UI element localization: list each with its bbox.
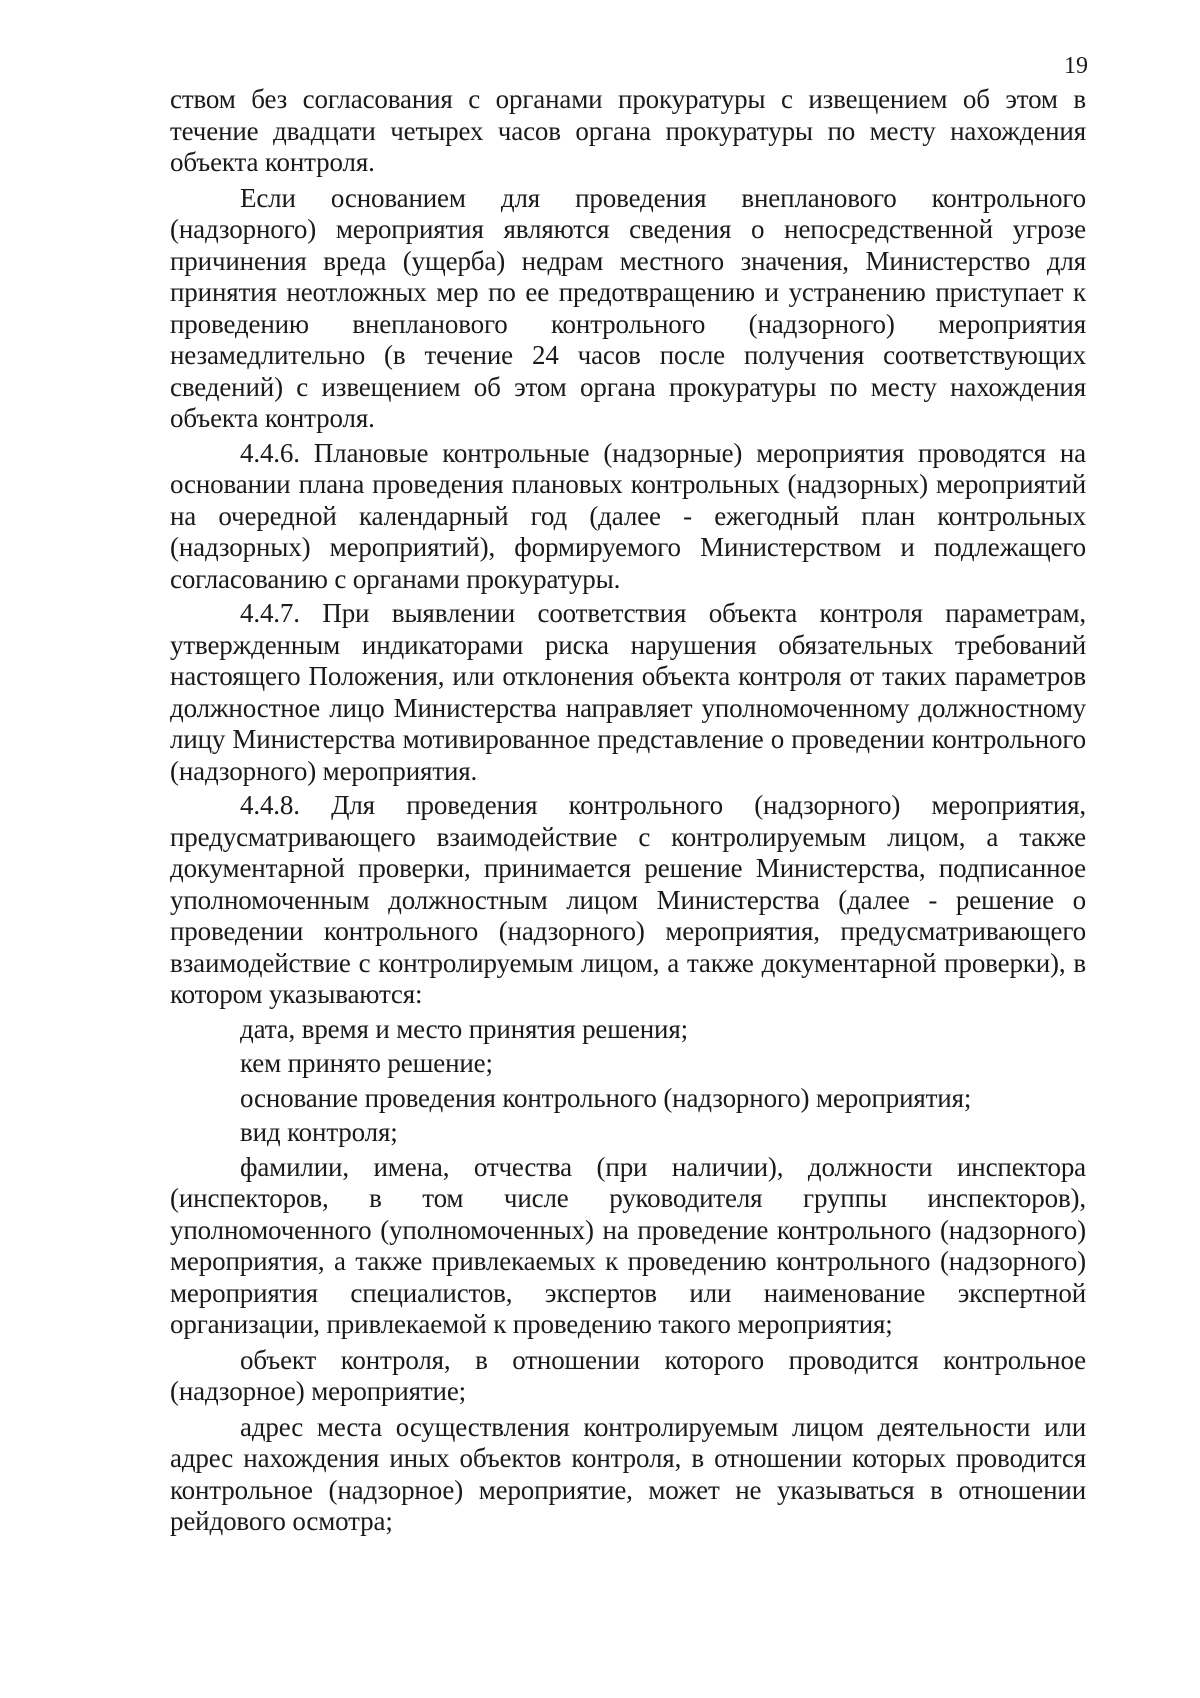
paragraph-4-4-7: 4.4.7. При выявлении соответствия объекта контроля параметрам, утвержденным индикаторами риска нарушения обязательных требований настоящего Положения, или отклонения объекта контроля от таких параметров должностное лицо Министерства направляет уполномоченному должностному лицу Министерства мотивированное представление о проведении контрольного (надзорного) мероприятия. bbox=[170, 598, 1086, 786]
paragraph-4-4-8: 4.4.8. Для проведения контрольного (надзорного) мероприятия, предусматривающего взаимодействие с контролируемым лицом, а также документарной проверки, принимается решение Министерства, подписанное уполномоченным должностным лицом Министерства (далее - решение о проведении контрольного (надзорного) мероприятия, предусматривающего взаимодействие с контролируемым лицом, а также документарной проверки), в котором указываются: bbox=[170, 790, 1086, 1009]
paragraph-4-4-6: 4.4.6. Плановые контрольные (надзорные) мероприятия проводятся на основании плана проведения плановых контрольных (надзорных) мероприятий на очередной календарный год (далее - ежегодный план контрольных (надзорных) мероприятий), формируемого Министерством и подлежащего согласованию с органами прокуратуры. bbox=[170, 437, 1086, 594]
list-item-control-type: вид контроля; bbox=[240, 1117, 398, 1147]
paragraph-continuation: ством без согласования с органами прокуратуры с извещением об этом в течение двадцати четырех часов органа прокуратуры по месту нахождения объекта контроля. bbox=[170, 84, 1086, 177]
list-item-address: адрес места осуществления контролируемым лицом деятельности или адрес нахождения иных объектов контроля, в отношении которых проводится контрольное (надзорное) мероприятие, может не указываться в отношении рейдового осмотра; bbox=[170, 1411, 1086, 1536]
list-item-inspectors: фамилии, имена, отчества (при наличии), должности инспектора (инспекторов, в том числе руководителя группы инспекторов), уполномоченного (уполномоченных) на проведение контрольного (надзорного) мероприятия, а также привлекаемых к проведению контрольного (надзорного) мероприятия специалистов, экспертов или наименование экспертной организации, привлекаемой к проведению такого мероприятия; bbox=[170, 1151, 1086, 1339]
list-item-basis: основание проведения контрольного (надзорного) мероприятия; bbox=[240, 1082, 972, 1113]
list-item-control-object: объект контроля, в отношении которого проводится контрольное (надзорное) мероприятие; bbox=[170, 1344, 1086, 1406]
document-body bbox=[170, 84, 1086, 1538]
page-number: 19 bbox=[1064, 53, 1088, 79]
list-item-decision-date: дата, время и место принятия решения; bbox=[240, 1013, 688, 1044]
list-item-decision-author: кем принято решение; bbox=[240, 1048, 493, 1078]
paragraph-unscheduled-threat: Если основанием для проведения внепланового контрольного (надзорного) мероприятия являются сведения о непосредственной угрозе причинения вреда (ущерба) недрам местного значения, Министерство для принятия неотложных мер по ее предотвращению и устранению приступает к проведению внепланового контрольного (надзорного) мероприятия незамедлительно (в течение 24 часов после получения соответствующих сведений) с извещением об этом органа прокуратуры по месту нахождения объекта контроля. bbox=[170, 182, 1086, 433]
